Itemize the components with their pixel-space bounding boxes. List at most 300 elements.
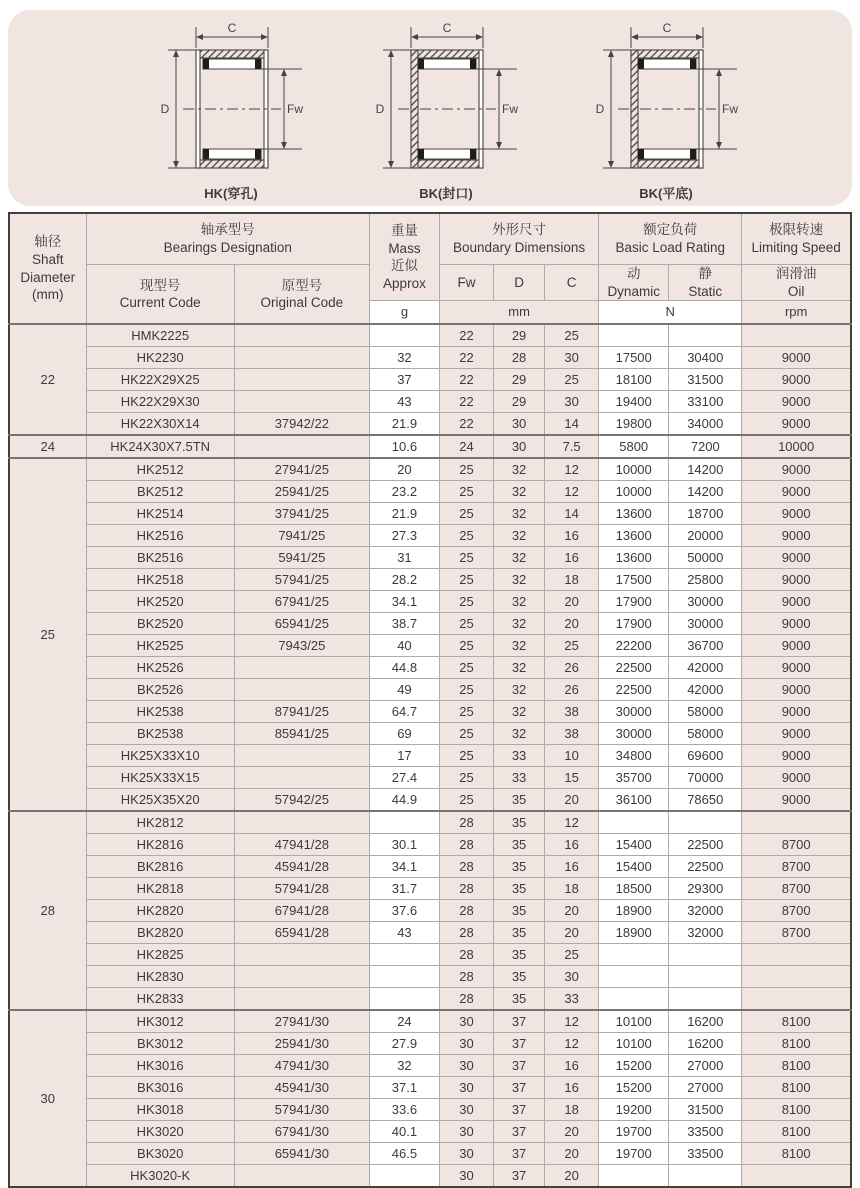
header-static [669,265,742,301]
cell-oil-speed: 9000 [742,547,851,569]
header-dims-cn: 外形尺寸 [492,222,547,238]
cell-d: 37 [494,1077,545,1099]
table-row [9,1010,851,1033]
cell-original-code: 27941/30 [234,1010,369,1033]
diagram-caption: BK(平底) [639,186,693,201]
bearing-cross-section [156,22,306,182]
cell-mass: 44.9 [369,789,439,812]
cell-c: 12 [545,458,599,481]
cell-static-load: 32000 [669,900,742,922]
cell-current-code: HK2520 [86,591,234,613]
cell-c: 33 [545,988,599,1011]
cell-static-load: 16200 [669,1033,742,1055]
cell-current-code: HK2514 [86,503,234,525]
cell-dynamic-load: 19700 [599,1121,669,1143]
cell-fw: 25 [439,767,493,789]
cell-c: 16 [545,834,599,856]
header-d: D [494,265,545,301]
table-row [9,657,851,679]
header-c: C [545,265,599,301]
cell-static-load: 16200 [669,1010,742,1033]
cell-mass: 30.1 [369,834,439,856]
table-row [9,922,851,944]
cell-current-code: HK2518 [86,569,234,591]
cell-mass: 23.2 [369,481,439,503]
cell-mass: 37.6 [369,900,439,922]
cell-oil-speed: 9000 [742,347,851,369]
cell-mass: 17 [369,745,439,767]
cell-c: 20 [545,1165,599,1188]
table-row [9,591,851,613]
header-dims-en: Boundary Dimensions [453,240,586,255]
cell-d: 32 [494,591,545,613]
cell-fw: 25 [439,789,493,812]
header-current-cn: 现型号 [139,277,181,293]
cell-original-code [234,988,369,1011]
cell-dynamic-load: 19400 [599,391,669,413]
cell-dynamic-load: 19700 [599,1143,669,1165]
cell-fw: 25 [439,635,493,657]
cell-c: 18 [545,1099,599,1121]
cell-oil-speed [742,944,851,966]
cell-dynamic-load: 15200 [599,1077,669,1099]
cell-dynamic-load: 22500 [599,657,669,679]
cell-fw: 25 [439,679,493,701]
cell-current-code: HK3012 [86,1010,234,1033]
cell-current-code: HK3018 [86,1099,234,1121]
cell-original-code [234,745,369,767]
cell-d: 30 [494,435,545,458]
cell-dynamic-load: 15200 [599,1055,669,1077]
cell-d: 33 [494,767,545,789]
cell-oil-speed: 8100 [742,1055,851,1077]
cell-original-code [234,369,369,391]
cell-mass: 49 [369,679,439,701]
cell-original-code: 5941/25 [234,547,369,569]
cell-fw: 30 [439,1010,493,1033]
cell-static-load: 58000 [669,723,742,745]
cell-mass: 27.9 [369,1033,439,1055]
cell-oil-speed: 9000 [742,767,851,789]
cell-d: 37 [494,1121,545,1143]
cell-oil-speed [742,811,851,834]
table-row [9,613,851,635]
cell-original-code: 25941/25 [234,481,369,503]
cell-c: 25 [545,324,599,347]
cell-fw: 28 [439,966,493,988]
cell-oil-speed: 9000 [742,458,851,481]
header-speed-en: Limiting Speed [751,240,841,255]
cell-fw: 28 [439,922,493,944]
cell-dynamic-load: 5800 [599,435,669,458]
cell-mass: 32 [369,1055,439,1077]
cell-static-load [669,988,742,1011]
cell-oil-speed: 8700 [742,900,851,922]
cell-c: 25 [545,369,599,391]
header-shaft-diameter [9,213,86,324]
cell-static-load: 7200 [669,435,742,458]
cell-d: 30 [494,413,545,436]
table-row [9,834,851,856]
cell-oil-speed: 8700 [742,856,851,878]
cell-oil-speed: 9000 [742,701,851,723]
cell-fw: 25 [439,569,493,591]
header-original-en: Original Code [260,295,344,311]
cell-d: 32 [494,569,545,591]
cell-c: 16 [545,1055,599,1077]
cell-c: 20 [545,789,599,812]
cell-static-load: 58000 [669,701,742,723]
cell-original-code [234,657,369,679]
cell-oil-speed: 8700 [742,834,851,856]
table-row [9,745,851,767]
cell-dynamic-load: 17900 [599,591,669,613]
cell-oil-speed: 8100 [742,1099,851,1121]
table-body [9,324,851,1187]
cell-dynamic-load: 18900 [599,900,669,922]
diagram-caption: HK(穿孔) [204,186,258,201]
cell-fw: 25 [439,503,493,525]
cell-dynamic-load: 19800 [599,413,669,436]
cell-fw: 28 [439,900,493,922]
unit-newton: N [599,301,742,325]
cell-original-code: 45941/28 [234,856,369,878]
cell-c: 7.5 [545,435,599,458]
cell-current-code: HK2820 [86,900,234,922]
cell-d: 35 [494,856,545,878]
cell-dynamic-load: 19200 [599,1099,669,1121]
cell-c: 25 [545,944,599,966]
cell-c: 20 [545,591,599,613]
cell-original-code [234,767,369,789]
table-row [9,900,851,922]
cell-current-code: HK25X35X20 [86,789,234,812]
cell-original-code: 47941/28 [234,834,369,856]
shaft-diameter-cell: 22 [9,324,86,435]
header-shaft-en3: (mm) [32,287,64,303]
cell-mass [369,324,439,347]
cell-static-load: 27000 [669,1055,742,1077]
cell-c: 30 [545,966,599,988]
cell-d: 28 [494,347,545,369]
cell-mass: 20 [369,458,439,481]
cell-fw: 25 [439,591,493,613]
cell-dynamic-load [599,811,669,834]
cell-static-load: 29300 [669,878,742,900]
cell-c: 30 [545,347,599,369]
cell-original-code: 45941/30 [234,1077,369,1099]
cell-original-code [234,324,369,347]
cell-mass: 10.6 [369,435,439,458]
cell-c: 12 [545,811,599,834]
cell-fw: 30 [439,1099,493,1121]
cell-c: 14 [545,503,599,525]
cell-fw: 25 [439,657,493,679]
cell-fw: 25 [439,701,493,723]
cell-oil-speed: 9000 [742,525,851,547]
cell-d: 37 [494,1055,545,1077]
cell-dynamic-load: 36100 [599,789,669,812]
dim-label-c: C [227,22,237,35]
cell-c: 20 [545,922,599,944]
header-original-code [234,265,369,325]
cell-oil-speed: 8100 [742,1077,851,1099]
cell-current-code: BK2516 [86,547,234,569]
cell-oil-speed: 8100 [742,1010,851,1033]
cell-c: 15 [545,767,599,789]
bearing-cross-section [591,22,741,182]
cell-d: 29 [494,324,545,347]
cell-d: 37 [494,1010,545,1033]
table-row [9,458,851,481]
cell-d: 35 [494,834,545,856]
cell-oil-speed: 8700 [742,878,851,900]
cell-d: 35 [494,811,545,834]
cell-fw: 28 [439,811,493,834]
cell-mass: 43 [369,391,439,413]
cell-static-load: 42000 [669,679,742,701]
cell-oil-speed: 8700 [742,922,851,944]
header-mass-cn2: 近似 [390,258,418,274]
cell-oil-speed: 9000 [742,569,851,591]
header-speed-cn: 极限转速 [769,222,824,238]
cell-mass [369,988,439,1011]
cell-static-load: 31500 [669,369,742,391]
table-header [9,213,851,324]
cell-current-code: HK2512 [86,458,234,481]
cell-d: 32 [494,613,545,635]
cell-c: 20 [545,613,599,635]
cell-mass: 46.5 [369,1143,439,1165]
table-row [9,679,851,701]
cell-current-code: HK2818 [86,878,234,900]
cell-static-load [669,944,742,966]
cell-current-code: HK2812 [86,811,234,834]
cell-c: 16 [545,856,599,878]
diagram-caption: BK(封口) [419,186,473,201]
cell-dynamic-load: 10100 [599,1010,669,1033]
cell-static-load: 33500 [669,1143,742,1165]
cell-d: 32 [494,547,545,569]
cell-original-code [234,391,369,413]
cell-oil-speed: 8100 [742,1143,851,1165]
table-row [9,635,851,657]
cell-static-load [669,1165,742,1188]
cell-fw: 30 [439,1165,493,1188]
cell-static-load: 18700 [669,503,742,525]
cell-dynamic-load [599,988,669,1011]
header-boundary-dimensions [439,213,598,265]
cell-current-code: HMK2225 [86,324,234,347]
cell-c: 16 [545,525,599,547]
header-dynamic-cn: 动 [626,266,641,281]
header-fw: Fw [439,265,493,301]
table-row [9,369,851,391]
cell-original-code: 25941/30 [234,1033,369,1055]
cell-c: 18 [545,569,599,591]
table-row [9,811,851,834]
cell-oil-speed: 9000 [742,591,851,613]
table-row [9,767,851,789]
cell-fw: 22 [439,369,493,391]
cell-mass: 27.4 [369,767,439,789]
table-row [9,789,851,812]
cell-fw: 24 [439,435,493,458]
cell-current-code: HK2526 [86,657,234,679]
cell-dynamic-load: 35700 [599,767,669,789]
cell-original-code: 65941/25 [234,613,369,635]
cell-oil-speed: 9000 [742,657,851,679]
cell-oil-speed: 9000 [742,789,851,812]
cell-oil-speed: 9000 [742,503,851,525]
cell-mass: 31.7 [369,878,439,900]
cell-mass: 31 [369,547,439,569]
cell-current-code: HK2833 [86,988,234,1011]
cell-oil-speed: 9000 [742,635,851,657]
header-mass-cn: 重量 [390,222,418,238]
cell-original-code [234,679,369,701]
cell-d: 37 [494,1143,545,1165]
cell-c: 14 [545,413,599,436]
table-row [9,1055,851,1077]
cell-oil-speed: 10000 [742,435,851,458]
cell-d: 35 [494,988,545,1011]
header-current-code [86,265,234,325]
cell-static-load: 31500 [669,1099,742,1121]
cell-mass: 21.9 [369,503,439,525]
cell-current-code: BK2526 [86,679,234,701]
dim-label-d: D [595,102,605,116]
table-row [9,525,851,547]
cell-d: 32 [494,701,545,723]
cell-d: 35 [494,922,545,944]
header-shaft-en1: Shaft [32,252,64,267]
cell-static-load: 14200 [669,458,742,481]
table-row [9,413,851,436]
cell-oil-speed: 9000 [742,745,851,767]
cell-mass: 64.7 [369,701,439,723]
header-basic-load-rating [599,213,742,265]
table-row [9,481,851,503]
cell-static-load: 30000 [669,613,742,635]
cell-current-code: HK2230 [86,347,234,369]
cell-mass: 40.1 [369,1121,439,1143]
cell-original-code [234,347,369,369]
cell-c: 25 [545,635,599,657]
header-oil [742,265,851,301]
cell-mass: 34.1 [369,591,439,613]
dim-label-fw: Fw [722,102,738,116]
dim-label-c: C [662,22,672,35]
cell-static-load: 32000 [669,922,742,944]
cell-original-code: 57941/28 [234,878,369,900]
cell-current-code: HK3020-K [86,1165,234,1188]
cell-c: 20 [545,1143,599,1165]
bearing-diagram-hk [156,22,306,202]
cell-static-load: 42000 [669,657,742,679]
table-row [9,324,851,347]
cell-d: 35 [494,878,545,900]
cell-fw: 28 [439,856,493,878]
header-current-en: Current Code [119,295,201,311]
cell-dynamic-load: 22500 [599,679,669,701]
header-mass [369,213,439,301]
cell-d: 35 [494,966,545,988]
dim-label-fw: Fw [502,102,518,116]
cell-oil-speed [742,966,851,988]
cell-current-code: HK22X29X25 [86,369,234,391]
cell-original-code: 7941/25 [234,525,369,547]
cell-static-load: 70000 [669,767,742,789]
cell-static-load: 14200 [669,481,742,503]
cell-current-code: HK2830 [86,966,234,988]
cell-dynamic-load [599,324,669,347]
unit-grams: g [369,301,439,325]
header-shaft-en2: Diameter [20,269,76,285]
header-static-cn: 静 [698,266,713,281]
cell-c: 20 [545,900,599,922]
cell-c: 20 [545,1121,599,1143]
cell-current-code: HK3016 [86,1055,234,1077]
cell-dynamic-load: 10000 [599,481,669,503]
cell-dynamic-load: 15400 [599,834,669,856]
table-row [9,391,851,413]
cell-static-load: 33100 [669,391,742,413]
cell-d: 32 [494,525,545,547]
cell-static-load [669,966,742,988]
cell-static-load: 69600 [669,745,742,767]
cell-dynamic-load [599,1165,669,1188]
cell-mass: 37 [369,369,439,391]
dim-label-d: D [160,102,170,116]
cell-original-code [234,944,369,966]
table-row [9,878,851,900]
cell-dynamic-load: 17500 [599,347,669,369]
cell-current-code: BK3016 [86,1077,234,1099]
cell-fw: 22 [439,391,493,413]
cell-mass: 21.9 [369,413,439,436]
table-row [9,1099,851,1121]
cell-c: 10 [545,745,599,767]
table-row [9,1121,851,1143]
cell-current-code: HK2525 [86,635,234,657]
cell-current-code: BK2512 [86,481,234,503]
cell-original-code: 47941/30 [234,1055,369,1077]
cell-fw: 30 [439,1121,493,1143]
cell-current-code: HK25X33X10 [86,745,234,767]
cell-fw: 28 [439,878,493,900]
cell-static-load: 22500 [669,856,742,878]
cell-static-load: 22500 [669,834,742,856]
cell-fw: 30 [439,1033,493,1055]
cell-current-code: BK2820 [86,922,234,944]
cell-c: 26 [545,679,599,701]
bearing-diagram-bk-flat [591,22,741,202]
cell-fw: 28 [439,944,493,966]
cell-d: 32 [494,481,545,503]
cell-c: 38 [545,723,599,745]
cell-d: 35 [494,944,545,966]
cell-static-load: 30400 [669,347,742,369]
cell-oil-speed: 9000 [742,481,851,503]
cell-dynamic-load: 18500 [599,878,669,900]
cell-oil-speed [742,324,851,347]
cell-mass: 24 [369,1010,439,1033]
cell-dynamic-load: 13600 [599,547,669,569]
cell-d: 37 [494,1099,545,1121]
cell-dynamic-load: 10100 [599,1033,669,1055]
cell-static-load: 30000 [669,591,742,613]
